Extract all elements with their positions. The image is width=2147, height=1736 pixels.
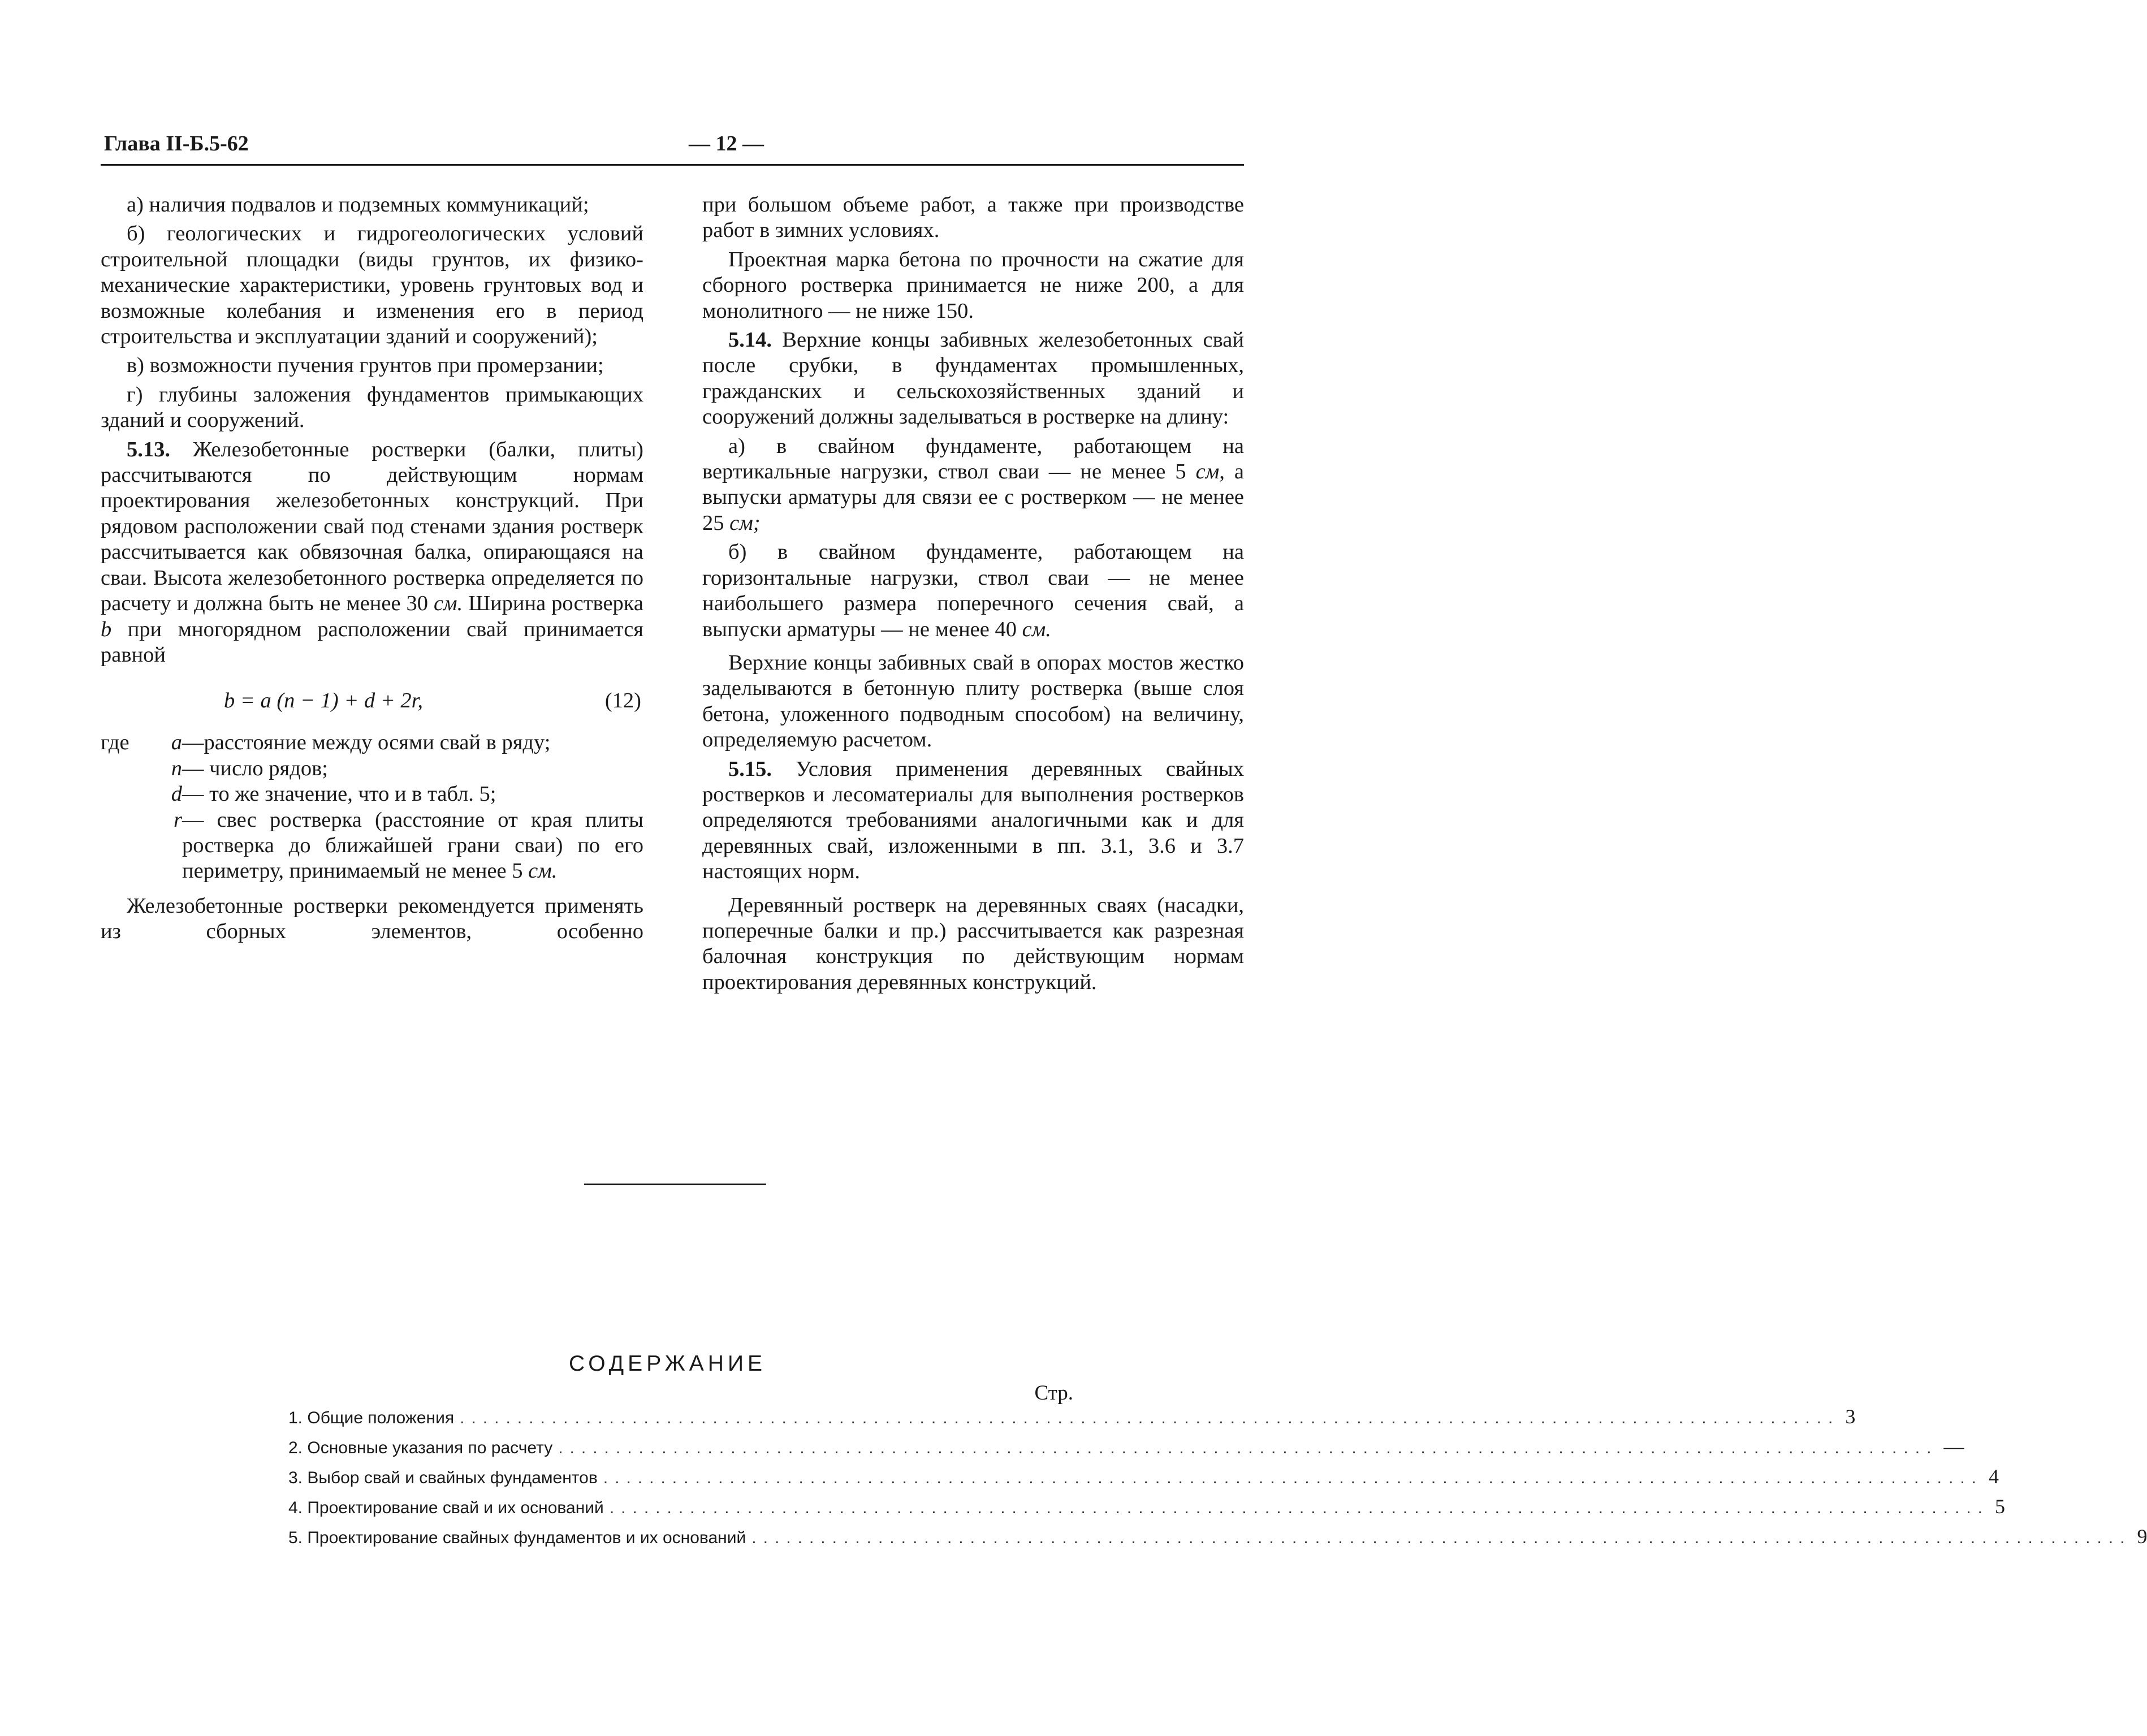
section-5-13: 5.13. Железобетонные ростверки (балки, плиты) рассчитываются по действующим нормам проектирования железобетонных конструкций. При рядовом расположении свай под стенами здания ростверк рассчитывается как обвязочная балка, опирающаяся на сваи. Высота железобетонного ростверка определяется по расчету и должна быть не менее 30 см. Ширина ростверка b при многорядном расположении свай принимается равной <box>101 437 644 667</box>
toc-item-label: 4. Проектирование свай и их оснований <box>288 1499 604 1517</box>
paragraph: г) глубины заложения фундаментов примыкающих зданий и сооружений. <box>101 382 643 433</box>
section-divider <box>584 1184 766 1185</box>
section-number: 5.13. <box>127 437 170 461</box>
page-header <box>101 130 1244 166</box>
paragraph: Железобетонные ростверки рекомендуется применять из сборных элементов, особенно <box>101 893 643 944</box>
toc-item-page: 4 <box>1989 1465 1999 1488</box>
toc-leader: ........................................................................................................................ <box>609 1499 1990 1517</box>
toc-leader: ........................................................................................................................ <box>603 1469 1983 1487</box>
toc-item-page: 5 <box>1995 1495 2006 1518</box>
toc-item-label: 3. Выбор свай и свайных фундаментов <box>288 1469 598 1487</box>
paragraph: б) геологических и гидрогеологических условий строительной площадки (виды грунтов, их физико-механические характеристики, уровень грунтовых вод и возможные колебания и изменения его в период строительства и эксплуатации зданий и сооружений); <box>101 222 643 349</box>
section-5-15: 5.15. Условия применения деревянных свайных ростверков и лесоматериалы для выполнения ростверков определяются требованиями аналогичными как и для деревянных свай, изложенными в пп. 3.1, 3.6 и 3.7 настоящих норм. <box>702 757 1244 884</box>
paragraph: а) наличия подвалов и подземных коммуникаций; <box>127 193 589 217</box>
def-symbol: a <box>171 731 182 755</box>
toc-leader: ........................................................................................................................ <box>558 1439 1938 1457</box>
toc-leader: ........................................................................................................................ <box>460 1409 1840 1427</box>
def-symbol: d <box>171 782 182 806</box>
toc-item-page: 9 <box>2137 1525 2147 1548</box>
toc-title: СОДЕРЖАНИЕ <box>568 1351 767 1376</box>
toc-item <box>288 1495 2006 1525</box>
toc-item <box>288 1405 1856 1435</box>
toc-item-label: 5. Проектирование свайных фундаментов и их оснований <box>288 1528 746 1547</box>
toc-item <box>288 1525 2147 1554</box>
def-text: — то же значение, что и в табл. 5; <box>182 782 496 806</box>
paragraph: Верхние концы забивных свай в опорах мостов жестко заделываются в бетонную плиту ростверка (выше слоя бетона, уложенного подводным способом) на величину, определяемую расчетом. <box>702 650 1244 752</box>
def-symbol: r <box>174 807 182 832</box>
right-column <box>702 192 1244 995</box>
paragraph: Проектная марка бетона по прочности на сжатие для сборного ростверка принимается не ниже 200, а для монолитного — не ниже 150. <box>702 247 1244 323</box>
definitions <box>101 730 643 884</box>
def-text: — число рядов; <box>182 756 328 780</box>
section-number: 5.15. <box>728 757 772 781</box>
toc-leader: ........................................................................................................................ <box>751 1528 2132 1547</box>
section-5-14: 5.14. Верхние концы забивных железобетонных свай после срубки, в фундаментах промышленных, гражданских и сельскохозяйственных зданий и сооружений должны заделываться в ростверке на длину: <box>702 328 1244 429</box>
toc-item-page: — <box>1943 1435 1964 1458</box>
chapter-label: Глава II-Б.5-62 <box>104 132 249 156</box>
paragraph: а) в свайном фундаменте, работающем на вертикальные нагрузки, ствол сваи — не менее 5 см, а выпуски арматуры для связи ее с ростверком — не менее 25 см; <box>702 434 1244 535</box>
paragraph: при большом объеме работ, а также при производстве работ в зимних условиях. <box>702 193 1244 243</box>
toc-item <box>288 1435 1964 1465</box>
left-column <box>101 192 643 945</box>
def-text: — свес ростверка (расстояние от края плиты ростверка до ближайшей грани сваи) по его периметру, принимаемый не менее 5 см. <box>182 807 643 883</box>
formula: b = a (n − 1) + d + 2r, <box>224 689 424 713</box>
formula-block <box>101 688 643 718</box>
toc-item <box>288 1465 1999 1495</box>
formula-number: (12) <box>604 689 641 713</box>
toc-page-header: Стр. <box>1034 1381 1073 1405</box>
def-symbol: n <box>171 756 182 780</box>
toc-item-label: 2. Основные указания по расчету <box>288 1439 553 1457</box>
def-text: —расстояние между осями свай в ряду; <box>182 731 551 755</box>
table-of-contents <box>288 1405 2147 1554</box>
section-number: 5.14. <box>728 328 772 352</box>
toc-item-label: 1. Общие положения <box>288 1409 455 1427</box>
where-label: где <box>101 731 129 755</box>
toc-item-page: 3 <box>1845 1405 1856 1428</box>
paragraph: в) возможности пучения грунтов при промерзании; <box>127 353 604 378</box>
paragraph: Деревянный ростверк на деревянных сваях (насадки, поперечные балки и пр.) рассчитывается как разрезная балочная конструкция по действующим нормам проектирования деревянных конструкций. <box>702 893 1244 994</box>
page-number: — 12 — <box>689 132 764 156</box>
paragraph: б) в свайном фундаменте, работающем на горизонтальные нагрузки, ствол сваи — не менее наибольшего размера поперечного сечения свай, а выпуски арматуры — не менее 40 см. <box>702 540 1244 641</box>
